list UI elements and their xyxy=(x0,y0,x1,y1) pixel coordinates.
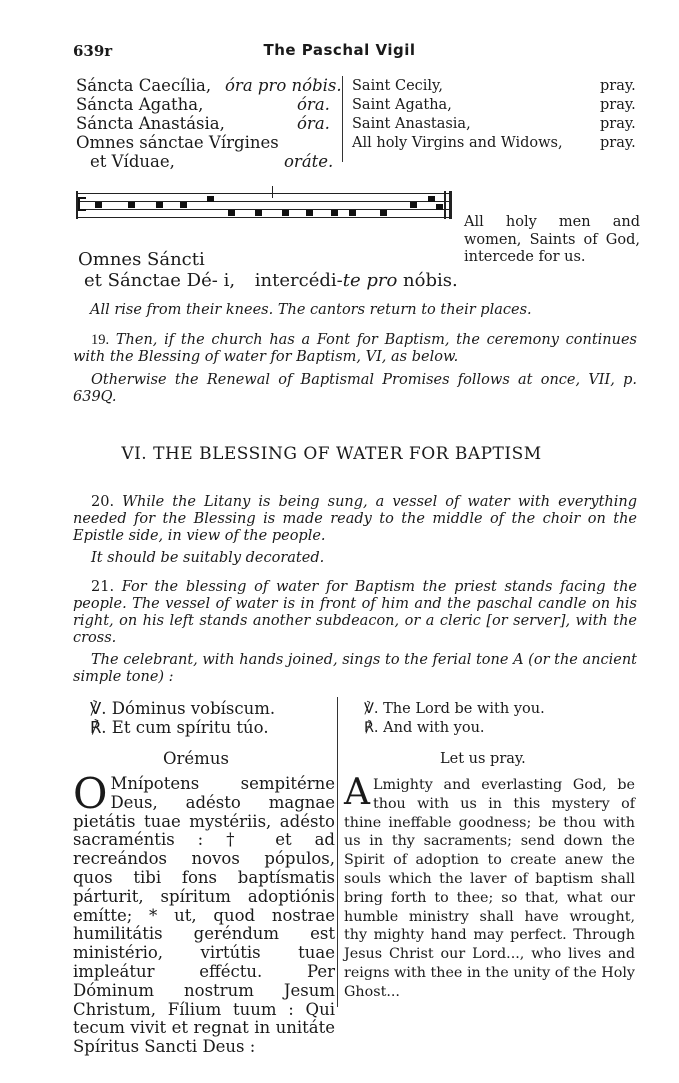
rubric-decorated: It should be suitably decorated. xyxy=(91,550,325,566)
column-divider xyxy=(342,76,343,162)
chant-note xyxy=(428,196,435,202)
litany-english-response: pray. xyxy=(600,116,636,132)
chant-note xyxy=(228,210,235,216)
response-english: ℟. And with you. xyxy=(364,720,485,736)
chant-note xyxy=(410,202,417,208)
prayer-english xyxy=(344,772,635,1002)
litany-english-invocation: All holy Virgins and Widows, xyxy=(352,135,563,151)
rubric-number: 21. xyxy=(91,579,115,595)
rubric-rise: All rise from their knees. The cantors return to their places. xyxy=(90,302,532,318)
chant-note xyxy=(436,204,443,210)
chant-note xyxy=(95,202,102,208)
chant-note xyxy=(180,202,187,208)
litany-latin-invocation: et Víduae, xyxy=(90,152,175,171)
litany-latin-response: óra. xyxy=(297,95,330,114)
staff-line xyxy=(76,193,451,194)
chant-note xyxy=(255,210,262,216)
column-divider xyxy=(337,697,338,1007)
prayer-latin xyxy=(73,769,335,1057)
chant-note xyxy=(306,210,313,216)
let-us-pray: Let us pray. xyxy=(440,751,526,767)
running-title: The Paschal Vigil xyxy=(263,41,416,59)
litany-latin-response: óra. xyxy=(297,114,330,133)
chant-note xyxy=(380,210,387,216)
litany-latin-response: oráte. xyxy=(284,152,334,171)
rubric-celebrant: The celebrant, with hands joined, sings to the ferial tone A (or the ancient simple tone) : xyxy=(73,652,637,685)
chant-note xyxy=(156,202,163,208)
oremus: Orémus xyxy=(163,749,229,768)
litany-latin-invocation: Sáncta Agatha, xyxy=(76,95,204,114)
chant-english xyxy=(464,214,640,267)
section-heading: VI. THE BLESSING OF WATER FOR BAPTISM xyxy=(121,444,542,464)
chant-english-line: All holy men and xyxy=(464,214,640,230)
rubric-text: Then, if the church has a Font for Baptism, the ceremony continues with the Blessing of water for Baptism, VI, as below. xyxy=(73,332,638,365)
chant-english-line: intercede for us. xyxy=(464,249,586,265)
versicle-english: ℣. The Lord be with you. xyxy=(364,701,545,717)
rubric-20 xyxy=(73,494,637,545)
litany-latin-invocation: Omnes sánctae Vírgines xyxy=(76,133,279,152)
rubric-number: 20. xyxy=(91,494,115,510)
response-latin: ℟. Et cum spíritu túo. xyxy=(90,718,269,737)
rubric-otherwise: Otherwise the Renewal of Baptismal Promises follows at once, VII, p. 639Q. xyxy=(73,372,637,405)
staff-end-bar xyxy=(444,191,446,219)
litany-english-response: pray. xyxy=(600,97,636,113)
chant-text: Omnes Sáncti xyxy=(78,249,205,270)
rubric-21 xyxy=(73,579,637,647)
rubric-text: While the Litany is being sung, a vessel of water with everything needed for the Blessing is made ready to the middle of the choir on the Epistle side, in view of the people. xyxy=(73,494,637,544)
chant-note xyxy=(207,196,214,202)
chant-note xyxy=(349,210,356,216)
chant-text-part: et Sánctae Dé- i, xyxy=(84,270,236,291)
litany-latin-invocation: Sáncta Caecília, xyxy=(76,76,212,95)
chant-text-part: te pro xyxy=(342,270,398,291)
versicle-latin: ℣. Dóminus vobíscum. xyxy=(90,699,276,718)
chant-note xyxy=(128,202,135,208)
litany-english-response: pray. xyxy=(600,78,636,94)
chant-text-part: nóbis. xyxy=(403,270,458,291)
litany-english-invocation: Saint Agatha, xyxy=(352,97,452,113)
chant-text-part: intercédi- xyxy=(254,270,343,291)
drop-cap: A xyxy=(344,772,370,813)
chant-english-line: women, Saints of God, xyxy=(464,231,640,248)
bar-line xyxy=(272,186,273,198)
litany-english-invocation: Saint Cecily, xyxy=(352,78,443,94)
staff-line xyxy=(76,217,451,218)
chant-note xyxy=(282,210,289,216)
prayer-latin-text: Mnípotens sempitérne Deus, adésto magnae pietátis tuae mystériis, adésto sacraméntis : † et ad recreándos novos pópulos, quos tibi fons baptísmatis párturit, spíritum adoptiónis emítte; * ut, quod nostrae humilitátis geréndum est ministério, virtútis tuae impleátur efféctu. Per Dóminum nostrum Jesum Christum, Fílium tuum : Qui tecum vivit et regnat in unitáte Spíritus Sancti Deus : xyxy=(73,774,335,1057)
staff-end-bar xyxy=(449,191,452,219)
chant-note xyxy=(331,210,338,216)
litany-english-response: pray. xyxy=(600,135,636,151)
prayer-english-text: Lmighty and everlasting God, be thou with us in this mystery of thine ineffable goodness; be thou with us in thy sacraments; send down the Spirit of adoption to create anew the souls which the laver of baptism shall bring forth to thee; so that, what our humble ministry shall have wrought, thy mighty hand may perfect. Through Jesus Christ our Lord..., who lives and reigns with thee in the unity of the Holy Ghost... xyxy=(344,777,635,1000)
rubric-number: 19. xyxy=(91,332,110,348)
rubric-19 xyxy=(73,332,637,366)
clef-icon xyxy=(78,197,86,211)
staff-line xyxy=(76,209,451,210)
chant-text xyxy=(84,270,458,291)
litany-latin-invocation: Sáncta Anastásia, xyxy=(76,114,225,133)
page-number: 639r xyxy=(73,42,113,60)
litany-english-invocation: Saint Anastasia, xyxy=(352,116,471,132)
rubric-text: For the blessing of water for Baptism the priest stands facing the people. The vessel of water is in front of him and the paschal candle on his right, on his left stands another subdeacon, or a cleric [or server], with the cross. xyxy=(73,579,637,646)
litany-latin-response: óra pro nóbis. xyxy=(225,76,342,95)
drop-cap: O xyxy=(73,769,108,818)
